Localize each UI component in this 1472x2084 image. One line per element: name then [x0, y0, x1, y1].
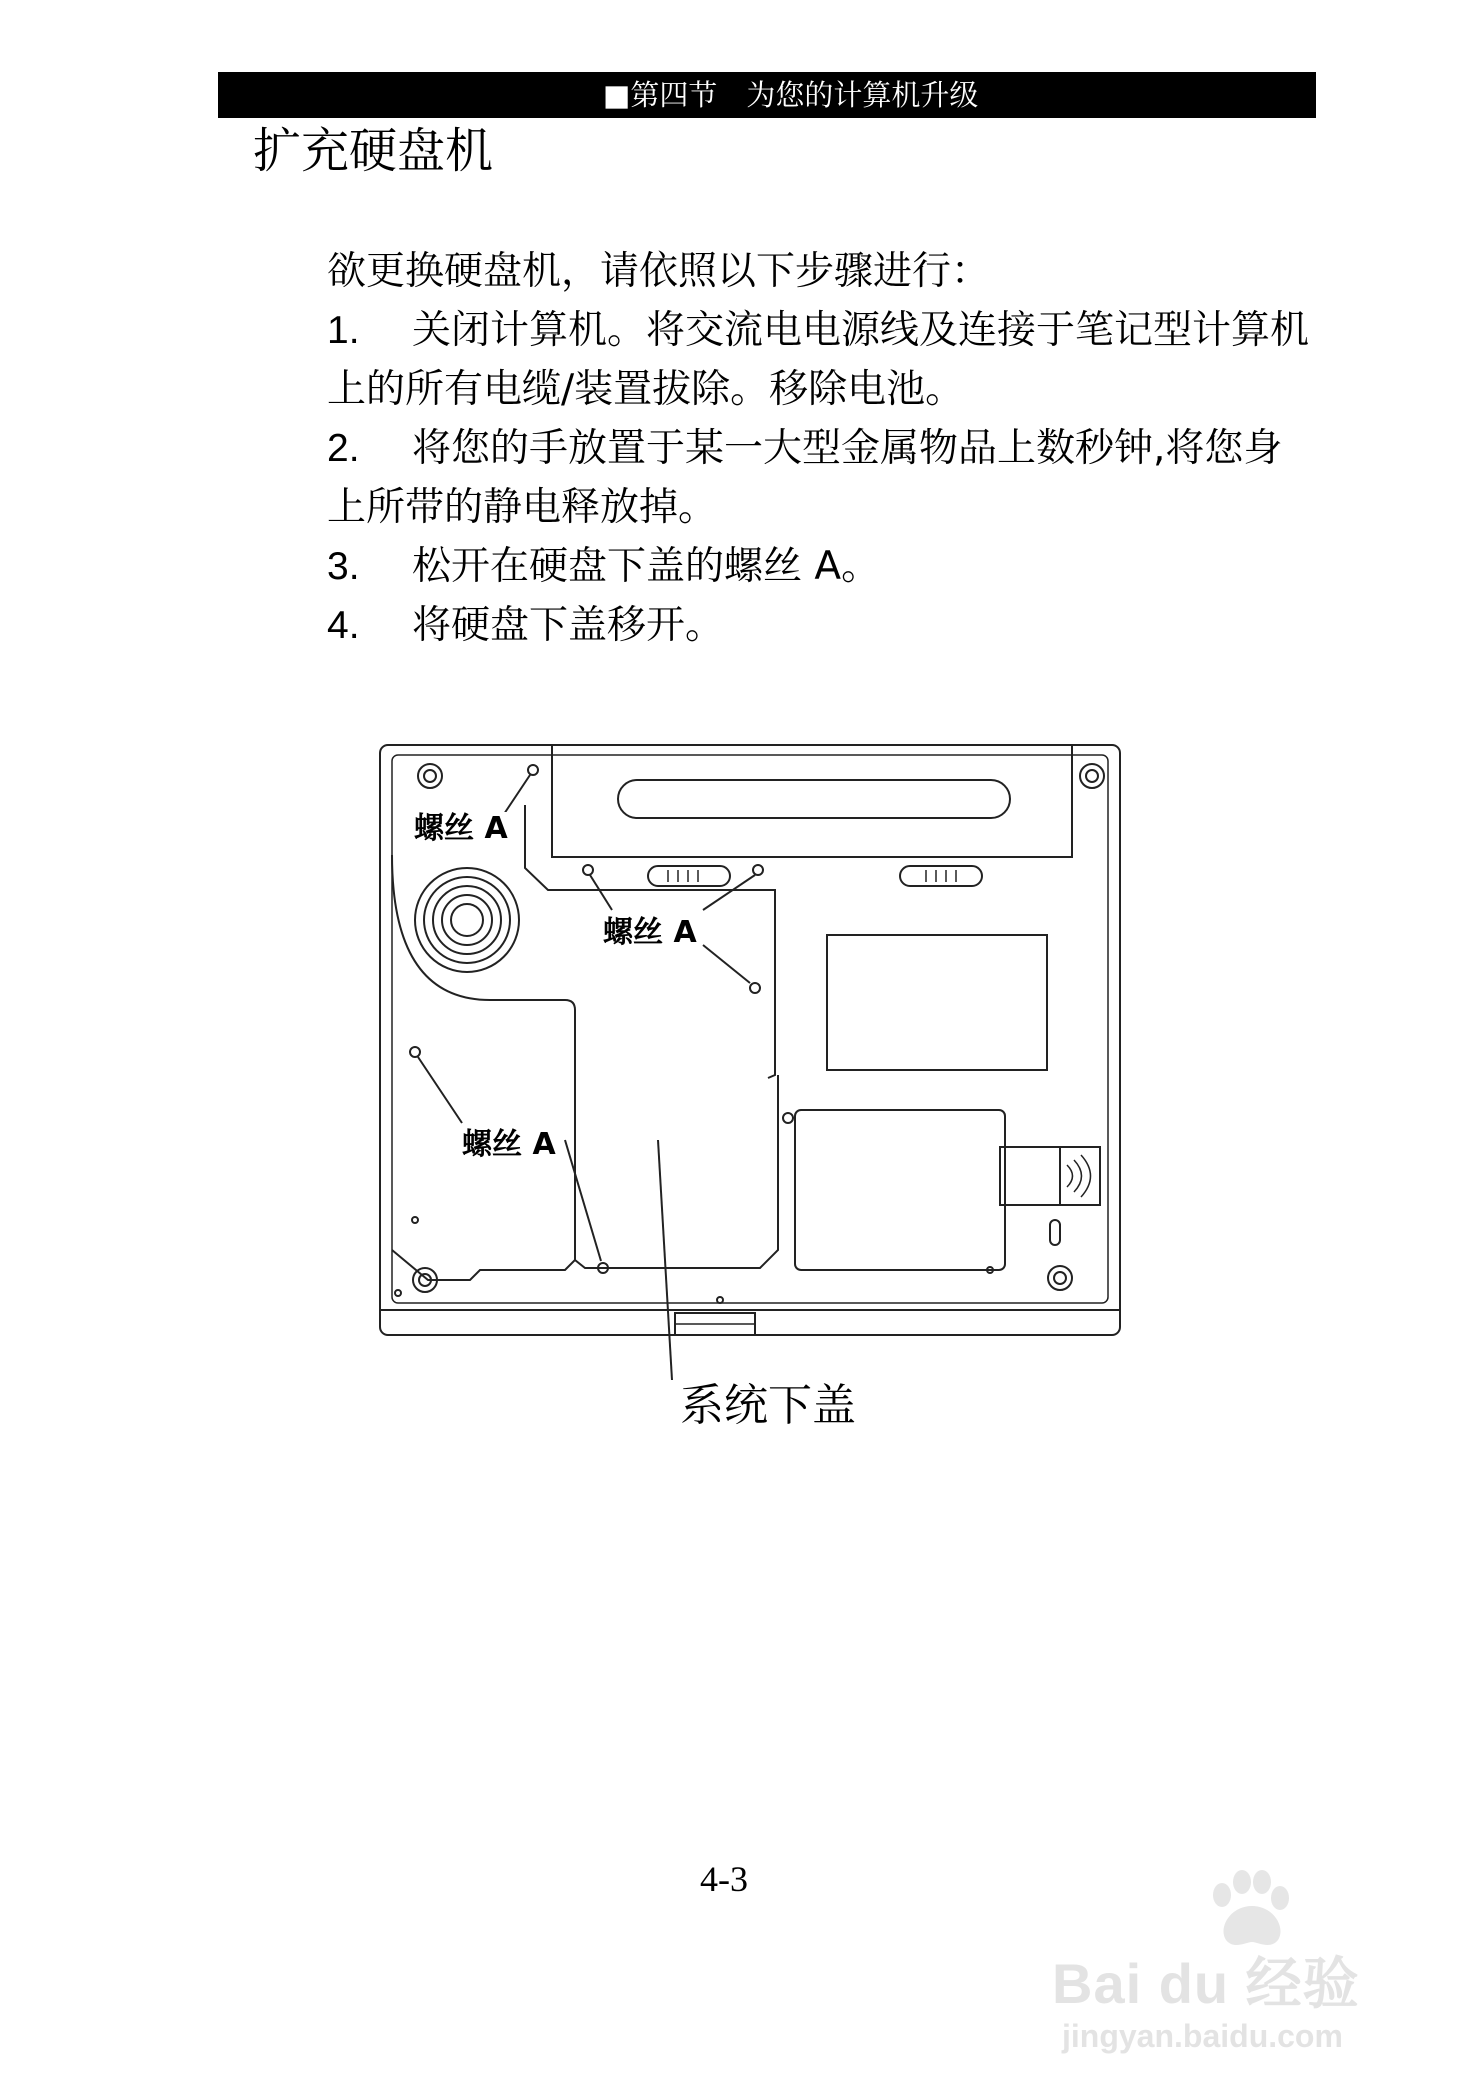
figure-caption: 系统下盖: [680, 1380, 856, 1431]
screw-a: [528, 765, 538, 775]
minipci-cover: [795, 1110, 1005, 1270]
step-number: 1.: [327, 309, 360, 352]
step-number: 4.: [327, 604, 360, 647]
screw-a: [410, 1047, 420, 1057]
instructions: [327, 242, 1315, 655]
latch-left: [648, 866, 730, 886]
step-text: 关闭计算机。将交流电电源线及连接于笔记型计算机: [412, 308, 1310, 353]
baidu-watermark: [1052, 1870, 1412, 2070]
step-3: [327, 537, 1315, 596]
screw-a: [583, 865, 593, 875]
screw-a-label: 螺丝 A: [603, 915, 697, 950]
wireless-module: [1000, 1147, 1100, 1205]
system-cover-outline: [575, 1010, 778, 1268]
section-header-bar: [218, 72, 1316, 118]
step-2: [327, 419, 1315, 478]
watermark-url: jingyan.baidu.com: [1062, 2018, 1343, 2054]
paw-icon: [1202, 1870, 1292, 1950]
step-text: 松开在硬盘下盖的螺丝 A。: [412, 544, 881, 589]
optical-drive-bay: [552, 745, 1072, 857]
step-number: 2.: [327, 427, 360, 470]
step-continuation: 上的所有电缆/装置拔除。移除电池。: [327, 367, 965, 412]
screw-a: [783, 1113, 793, 1123]
latch-right: [900, 866, 982, 886]
step-continuation: 上所带的静电释放掉。: [327, 485, 718, 530]
page-title: 扩充硬盘机: [253, 123, 494, 179]
step-4: [327, 596, 1315, 655]
caption-leader: [658, 1140, 672, 1380]
screw-a: [753, 865, 763, 875]
cooling-fan: [415, 868, 519, 972]
screw-a-label: 螺丝 A: [462, 1127, 556, 1162]
screw-a: [750, 983, 760, 993]
intro-text: 欲更换硬盘机，请依照以下步骤进行：: [327, 249, 991, 294]
section-header-title: ■第四节 为您的计算机升级: [603, 78, 979, 112]
watermark-logo: Bai du 经验: [1052, 1952, 1360, 2015]
drive-slot: [618, 780, 1010, 818]
step-number: 3.: [327, 545, 360, 588]
laptop-bottom-diagram: [370, 740, 1130, 1440]
step-text: 将您的手放置于某一大型金属物品上数秒钟,将您身: [412, 426, 1283, 471]
chipset-plate: [827, 935, 1047, 1070]
screw-a-label: 螺丝 A: [414, 811, 508, 846]
step-1: [327, 301, 1315, 360]
step-text: 将硬盘下盖移开。: [412, 603, 725, 648]
page-number: 4-3: [700, 1859, 748, 1899]
